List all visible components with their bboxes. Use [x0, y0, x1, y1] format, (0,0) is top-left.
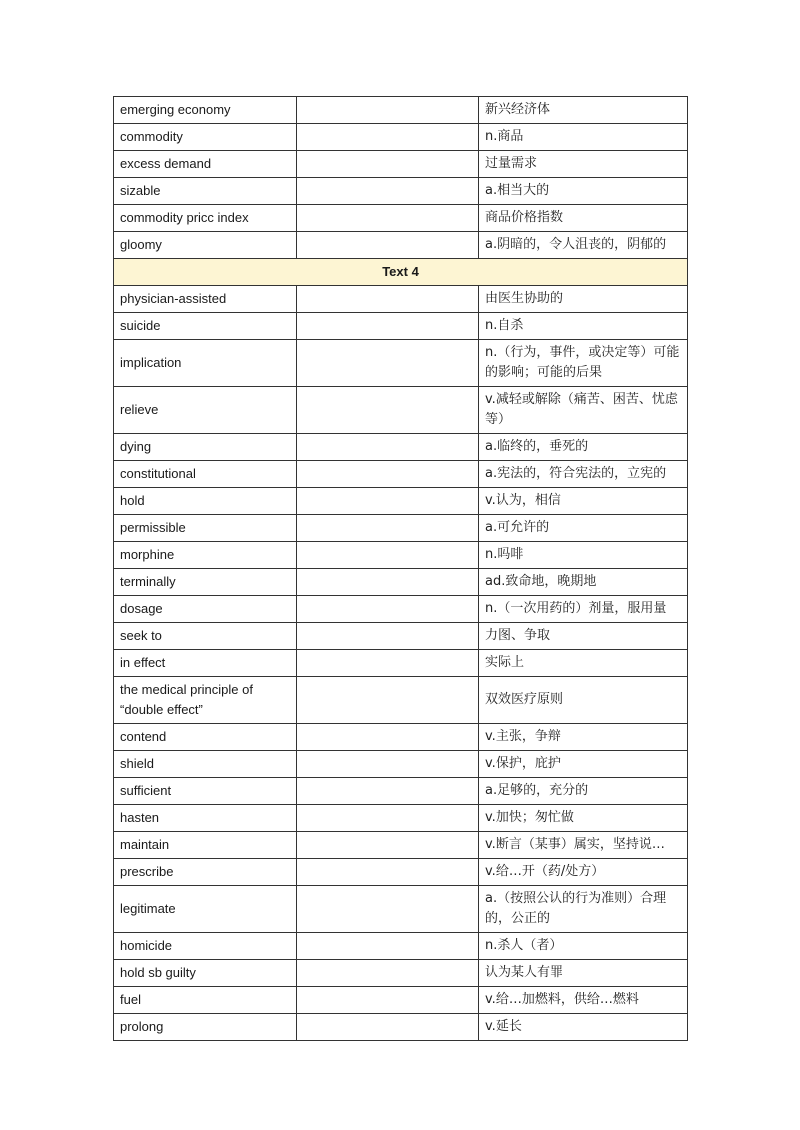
chinese-definition-cell: n.（行为，事件，或决定等）可能的影响；可能的后果 [479, 340, 688, 387]
table-row [114, 286, 688, 313]
chinese-definition-cell: n.商品 [479, 124, 688, 151]
english-term-cell: implication [114, 340, 297, 387]
blank-cell [297, 751, 479, 778]
chinese-definition-cell: 新兴经济体 [479, 97, 688, 124]
blank-cell [297, 569, 479, 596]
chinese-definition-cell: 力图、争取 [479, 623, 688, 650]
table-row [114, 178, 688, 205]
english-term-cell: fuel [114, 987, 297, 1014]
table-row [114, 387, 688, 434]
vocabulary-table [113, 96, 688, 1041]
english-term-cell: prolong [114, 1014, 297, 1041]
table-row [114, 340, 688, 387]
table-row [114, 97, 688, 124]
chinese-definition-cell: v.延长 [479, 1014, 688, 1041]
chinese-definition-cell: v.断言（某事）属实，坚持说… [479, 832, 688, 859]
chinese-definition-cell: a.阴暗的，令人沮丧的，阴郁的 [479, 232, 688, 259]
chinese-definition-cell: a.宪法的，符合宪法的，立宪的 [479, 461, 688, 488]
table-row [114, 205, 688, 232]
blank-cell [297, 960, 479, 987]
table-row [114, 832, 688, 859]
chinese-definition-cell: n.（一次用药的）剂量，服用量 [479, 596, 688, 623]
blank-cell [297, 886, 479, 933]
blank-cell [297, 724, 479, 751]
english-term-cell: relieve [114, 387, 297, 434]
english-term-cell: prescribe [114, 859, 297, 886]
table-row [114, 313, 688, 340]
english-term-cell: hold sb guilty [114, 960, 297, 987]
blank-cell [297, 461, 479, 488]
table-row [114, 751, 688, 778]
table-row [114, 960, 688, 987]
table-row [114, 124, 688, 151]
english-term-cell: physician-assisted [114, 286, 297, 313]
english-term-cell: sizable [114, 178, 297, 205]
blank-cell [297, 515, 479, 542]
english-term-cell: excess demand [114, 151, 297, 178]
table-row [114, 569, 688, 596]
english-term-cell: shield [114, 751, 297, 778]
blank-cell [297, 387, 479, 434]
blank-cell [297, 151, 479, 178]
english-term-cell: morphine [114, 542, 297, 569]
english-term-cell: dying [114, 434, 297, 461]
chinese-definition-cell: n.自杀 [479, 313, 688, 340]
blank-cell [297, 805, 479, 832]
blank-cell [297, 650, 479, 677]
chinese-definition-cell: a.足够的，充分的 [479, 778, 688, 805]
english-term-cell: sufficient [114, 778, 297, 805]
chinese-definition-cell: v.加快；匆忙做 [479, 805, 688, 832]
english-term-cell: the medical principle of “double effect” [114, 677, 297, 724]
english-term-cell: homicide [114, 933, 297, 960]
table-row [114, 778, 688, 805]
english-term-cell: maintain [114, 832, 297, 859]
english-term-cell: legitimate [114, 886, 297, 933]
table-row [114, 859, 688, 886]
chinese-definition-cell: a.临终的，垂死的 [479, 434, 688, 461]
table-row [114, 987, 688, 1014]
chinese-definition-cell: 过量需求 [479, 151, 688, 178]
blank-cell [297, 286, 479, 313]
table-row [114, 488, 688, 515]
blank-cell [297, 832, 479, 859]
table-row [114, 650, 688, 677]
blank-cell [297, 542, 479, 569]
table-row [114, 596, 688, 623]
blank-cell [297, 933, 479, 960]
table-row [114, 515, 688, 542]
chinese-definition-cell: v.认为，相信 [479, 488, 688, 515]
table-row [114, 886, 688, 933]
blank-cell [297, 488, 479, 515]
english-term-cell: commodity pricc index [114, 205, 297, 232]
english-term-cell: terminally [114, 569, 297, 596]
chinese-definition-cell: a.可允许的 [479, 515, 688, 542]
english-term-cell: constitutional [114, 461, 297, 488]
blank-cell [297, 313, 479, 340]
chinese-definition-cell: 商品价格指数 [479, 205, 688, 232]
table-row [114, 805, 688, 832]
english-term-cell: suicide [114, 313, 297, 340]
blank-cell [297, 1014, 479, 1041]
blank-cell [297, 124, 479, 151]
blank-cell [297, 859, 479, 886]
vocabulary-table-body [114, 97, 688, 1041]
table-row [114, 434, 688, 461]
chinese-definition-cell: n.吗啡 [479, 542, 688, 569]
english-term-cell: emerging economy [114, 97, 297, 124]
english-term-cell: contend [114, 724, 297, 751]
english-term-cell: in effect [114, 650, 297, 677]
blank-cell [297, 178, 479, 205]
table-row [114, 724, 688, 751]
blank-cell [297, 340, 479, 387]
table-row [114, 1014, 688, 1041]
blank-cell [297, 232, 479, 259]
chinese-definition-cell: v.保护，庇护 [479, 751, 688, 778]
table-row [114, 623, 688, 650]
blank-cell [297, 987, 479, 1014]
blank-cell [297, 596, 479, 623]
section-header-row [114, 259, 688, 286]
blank-cell [297, 778, 479, 805]
english-term-cell: commodity [114, 124, 297, 151]
section-title: Text 4 [114, 259, 688, 286]
vocabulary-page [113, 96, 686, 1041]
english-term-cell: seek to [114, 623, 297, 650]
chinese-definition-cell: n.杀人（者） [479, 933, 688, 960]
table-row [114, 933, 688, 960]
table-row [114, 461, 688, 488]
blank-cell [297, 623, 479, 650]
blank-cell [297, 677, 479, 724]
blank-cell [297, 434, 479, 461]
chinese-definition-cell: ad.致命地，晚期地 [479, 569, 688, 596]
table-row [114, 677, 688, 724]
table-row [114, 542, 688, 569]
table-row [114, 151, 688, 178]
english-term-cell: permissible [114, 515, 297, 542]
chinese-definition-cell: v.给…加燃料，供给…燃料 [479, 987, 688, 1014]
chinese-definition-cell: 认为某人有罪 [479, 960, 688, 987]
english-term-cell: hold [114, 488, 297, 515]
table-row [114, 232, 688, 259]
chinese-definition-cell: v.给…开（药/处方） [479, 859, 688, 886]
english-term-cell: gloomy [114, 232, 297, 259]
chinese-definition-cell: 双效医疗原则 [479, 677, 688, 724]
chinese-definition-cell: v.减轻或解除（痛苦、困苦、忧虑等） [479, 387, 688, 434]
chinese-definition-cell: a.相当大的 [479, 178, 688, 205]
blank-cell [297, 97, 479, 124]
chinese-definition-cell: v.主张，争辩 [479, 724, 688, 751]
english-term-cell: hasten [114, 805, 297, 832]
chinese-definition-cell: a.（按照公认的行为准则）合理的，公正的 [479, 886, 688, 933]
chinese-definition-cell: 实际上 [479, 650, 688, 677]
blank-cell [297, 205, 479, 232]
chinese-definition-cell: 由医生协助的 [479, 286, 688, 313]
english-term-cell: dosage [114, 596, 297, 623]
